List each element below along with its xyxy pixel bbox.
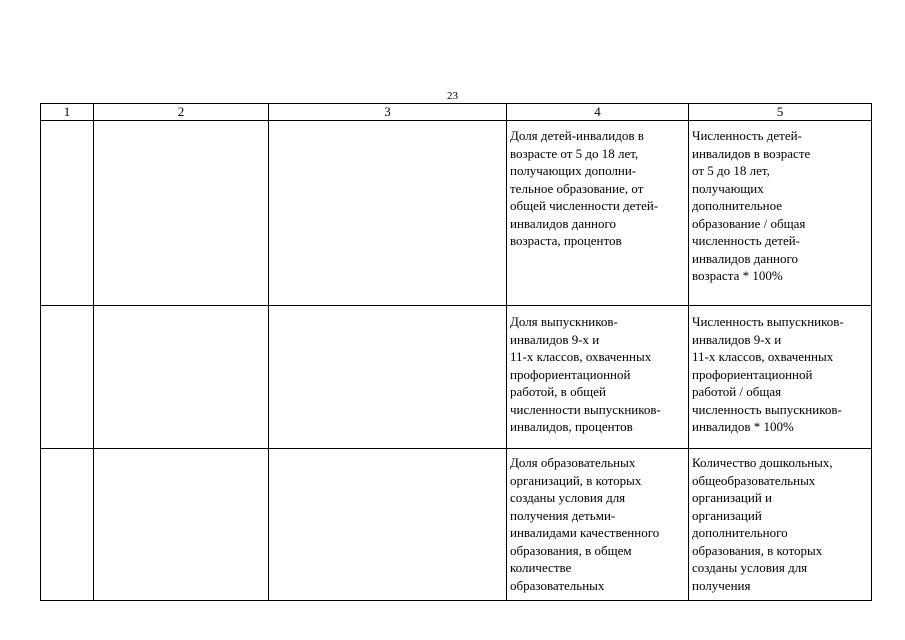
indicator-formula-cell — [689, 306, 872, 449]
indicator-name-cell — [507, 306, 689, 449]
page-number: 23 — [447, 90, 458, 102]
table-row — [41, 121, 872, 306]
table-cell — [41, 449, 94, 601]
table-cell — [94, 121, 269, 306]
indicator-name-cell — [507, 449, 689, 601]
column-header-4: 4 — [507, 104, 689, 121]
indicator-formula-text: Численность детей- инвалидов в возрасте от 5 до 18 лет, получающих дополнительное образование / общая численность детей- инвалидов данного возраста * 100% — [692, 128, 811, 283]
table-row — [41, 449, 872, 601]
table-cell — [94, 449, 269, 601]
table-cell — [269, 449, 507, 601]
table-cell — [94, 306, 269, 449]
indicator-name-text: Доля детей-инвалидов в возрасте от 5 до 18 лет, получающих дополни- тельное образование, от общей численности детей- инвалидов данного возраста, процентов — [510, 128, 659, 248]
table-cell — [269, 306, 507, 449]
indicator-table — [40, 103, 872, 601]
column-header-3: 3 — [269, 104, 507, 121]
indicator-name-cell — [507, 121, 689, 306]
table-cell — [269, 121, 507, 306]
indicator-name-text: Доля выпускников- инвалидов 9-х и 11-х классов, охваченных профориентационной работой, в общей численности выпускников- инвалидов, процентов — [510, 314, 661, 434]
table-header-row — [41, 104, 872, 121]
column-header-2: 2 — [94, 104, 269, 121]
table-cell — [41, 306, 94, 449]
indicator-name-text: Доля образовательных организаций, в которых созданы условия для получения детьми- инвалидами качественного образования, в общем количестве образовательных — [510, 455, 660, 593]
table-row — [41, 306, 872, 449]
column-header-5: 5 — [689, 104, 872, 121]
column-header-1: 1 — [41, 104, 94, 121]
indicator-formula-cell — [689, 449, 872, 601]
indicator-formula-text: Численность выпускников- инвалидов 9-х и 11-х классов, охваченных профориентационной работой / общая численность выпускников- инвалидов * 100% — [692, 314, 844, 434]
indicator-formula-text: Количество дошкольных, общеобразовательных организаций и организаций дополнительного образования, в которых созданы условия для получения — [692, 455, 833, 593]
table-cell — [41, 121, 94, 306]
indicator-formula-cell — [689, 121, 872, 306]
